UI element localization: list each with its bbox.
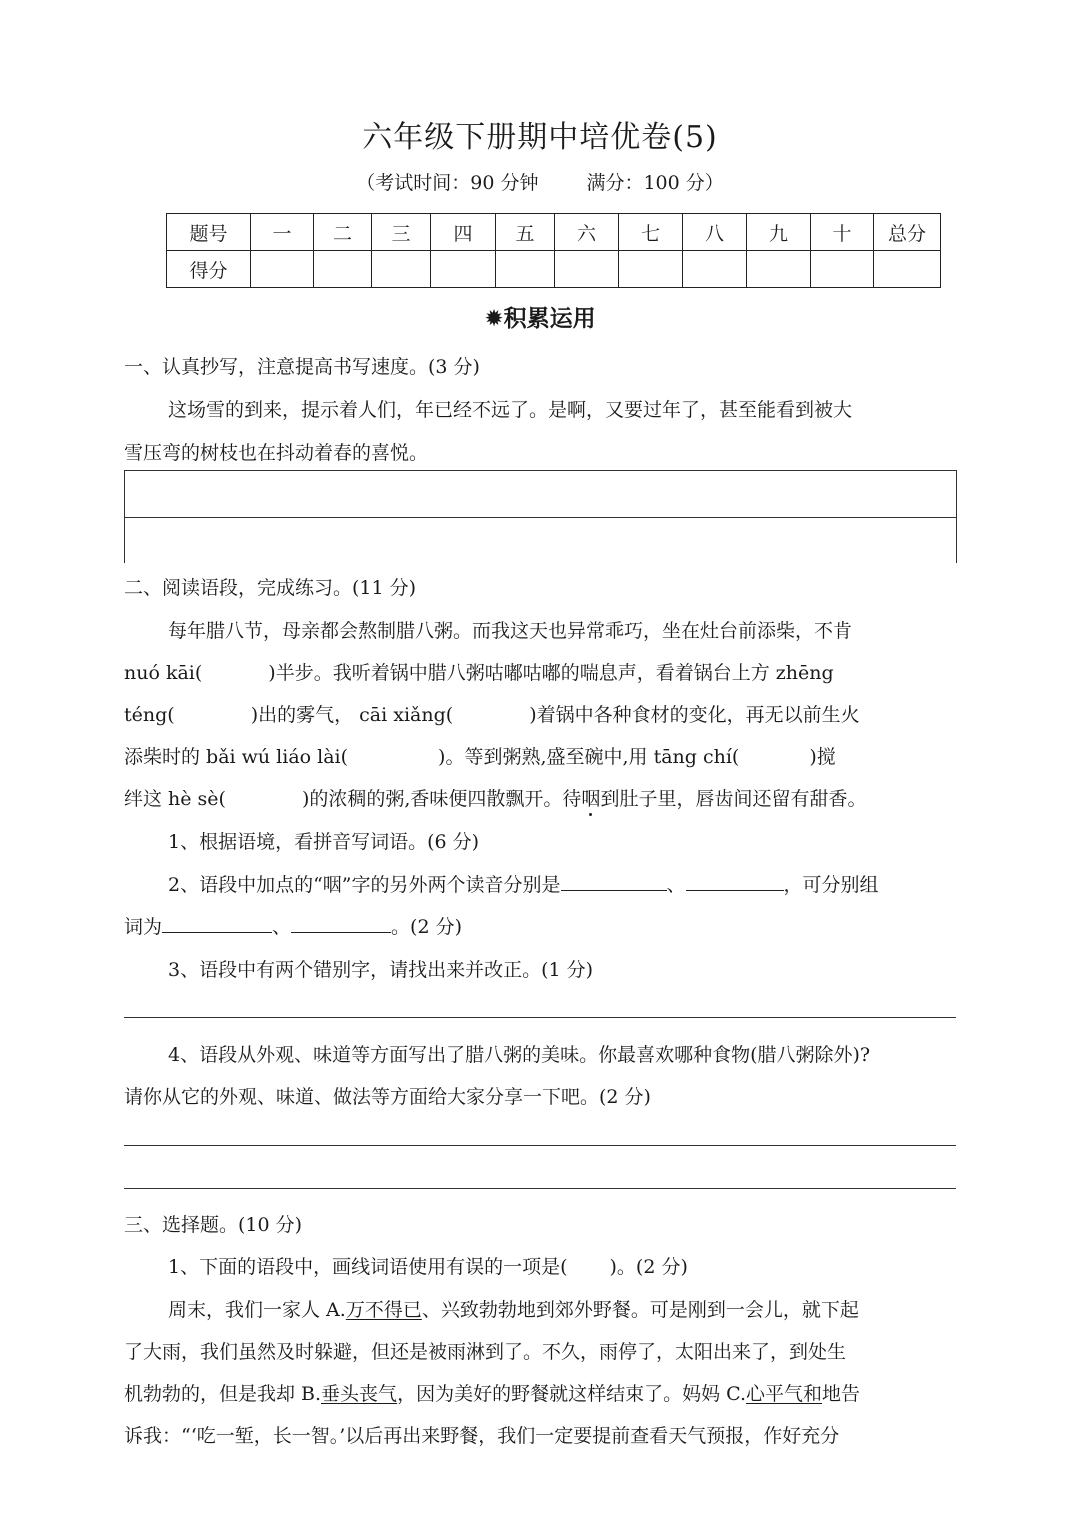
q2-sub2-cont bbox=[124, 912, 462, 939]
answer-blank[interactable] bbox=[291, 914, 391, 933]
q3-passage-line bbox=[124, 1379, 860, 1406]
dotted-character: 咽 bbox=[581, 788, 601, 810]
passage-text: )。等到粥熟,盛至碗中,用 tāng chí( bbox=[438, 746, 740, 768]
table-cell: 十 bbox=[811, 214, 874, 251]
passage-text: )半步。我听着锅中腊八粥咕嘟咕嘟的喘息声，看着锅台上方 zhēng bbox=[268, 662, 834, 684]
passage-line bbox=[124, 700, 860, 727]
underlined-phrase: 心平气和 bbox=[746, 1383, 823, 1405]
passage-text: 周末，我们一家人 A. bbox=[168, 1299, 346, 1321]
passage-line bbox=[124, 658, 834, 685]
star-icon: ✹ bbox=[484, 306, 504, 332]
table-cell: 一 bbox=[251, 214, 314, 251]
score-cell[interactable] bbox=[496, 251, 555, 288]
score-cell[interactable] bbox=[874, 251, 941, 288]
pinyin-text: 添柴时的 bǎi wú liáo lài( bbox=[124, 746, 349, 768]
passage-line bbox=[124, 742, 836, 769]
score-cell[interactable] bbox=[619, 251, 683, 288]
score-table-header-row bbox=[167, 214, 941, 251]
underlined-phrase: 垂头丧气 bbox=[321, 1383, 398, 1405]
score-cell[interactable] bbox=[431, 251, 496, 288]
table-cell: 九 bbox=[747, 214, 811, 251]
answer-line[interactable] bbox=[124, 1017, 956, 1018]
q2-sub4-cont: 请你从它的外观、味道、做法等方面给大家分享一下吧。(2 分) bbox=[124, 1086, 651, 1108]
answer-blank[interactable] bbox=[686, 872, 784, 891]
table-cell: 题号 bbox=[167, 214, 251, 251]
sub-text: 、 bbox=[272, 916, 292, 938]
exam-time: （考试时间：90 分钟 bbox=[356, 172, 539, 194]
q3-sub1 bbox=[168, 1252, 688, 1279]
q3-passage-line bbox=[168, 1295, 859, 1322]
score-cell[interactable] bbox=[747, 251, 811, 288]
full-score: 满分：100 分） bbox=[586, 172, 724, 194]
sub-text: )。(2 分) bbox=[609, 1256, 688, 1278]
score-cell[interactable] bbox=[683, 251, 747, 288]
answer-blank[interactable] bbox=[561, 872, 667, 891]
score-cell[interactable] bbox=[811, 251, 874, 288]
pinyin-text: téng( bbox=[124, 704, 175, 726]
section-title: 积累运用 bbox=[503, 306, 596, 332]
q2-sub4: 4、语段从外观、味道等方面写出了腊八粥的美味。你最喜欢哪种食物(腊八粥除外)? bbox=[168, 1044, 871, 1066]
q3-passage-line: 诉我：“‘吃一堑，长一智。’以后再出来野餐，我们一定要提前查看天气预报，作好充分 bbox=[124, 1425, 840, 1447]
score-cell[interactable] bbox=[251, 251, 314, 288]
q2-heading: 二、阅读语段，完成练习。(11 分) bbox=[124, 577, 417, 599]
q2-sub2 bbox=[168, 870, 879, 897]
q3-passage-line: 了大雨，我们虽然及时躲避，但还是被雨淋到了。不久，雨停了，太阳出来了，到处生 bbox=[124, 1341, 847, 1363]
table-cell: 三 bbox=[372, 214, 431, 251]
exam-info bbox=[0, 168, 1080, 195]
pinyin-text: nuó kāi( bbox=[124, 662, 203, 684]
score-cell[interactable] bbox=[555, 251, 619, 288]
passage-text: )出的雾气， cāi xiǎng( bbox=[250, 704, 454, 726]
passage-text: 到肚子里，唇齿间还留有甜香。 bbox=[600, 788, 867, 810]
passage-text: ，因为美好的野餐就这样结束了。妈妈 C. bbox=[397, 1383, 747, 1405]
passage-text: )的浓稠的粥,香味便四散飘开。待 bbox=[301, 788, 582, 810]
answer-line[interactable] bbox=[124, 1145, 956, 1146]
q3-heading: 三、选择题。(10 分) bbox=[124, 1214, 303, 1236]
sub-text: ，可分别组 bbox=[783, 874, 879, 896]
passage-line bbox=[124, 784, 866, 811]
answer-line[interactable] bbox=[124, 1188, 956, 1189]
score-table bbox=[166, 213, 941, 288]
table-cell: 得分 bbox=[167, 251, 251, 288]
passage-text: 机勃勃的，但是我却 B. bbox=[124, 1383, 322, 1405]
section-heading bbox=[0, 300, 1080, 333]
passage-line: 每年腊八节，母亲都会熬制腊八粥。而我这天也异常乖巧，坐在灶台前添柴，不肯 bbox=[168, 620, 853, 642]
score-cell[interactable] bbox=[372, 251, 431, 288]
passage-text: 地告 bbox=[822, 1383, 861, 1405]
q2-sub1: 1、根据语境，看拼音写词语。(6 分) bbox=[168, 831, 480, 853]
table-cell: 四 bbox=[431, 214, 496, 251]
passage-text: )搅 bbox=[809, 746, 836, 768]
passage-text: )着锅中各种食材的变化，再无以前生火 bbox=[529, 704, 860, 726]
q1-text-line: 这场雪的到来，提示着人们，年已经不远了。是啊，又要过年了，甚至能看到被大 bbox=[168, 399, 853, 421]
passage-text: 、兴致勃勃地到郊外野餐。可是刚到一会儿，就下起 bbox=[421, 1299, 859, 1321]
sub-text: 词为 bbox=[124, 916, 163, 938]
underlined-phrase: 万不得已 bbox=[345, 1299, 422, 1321]
score-table-score-row bbox=[167, 251, 941, 288]
pinyin-text: 绊这 hè sè( bbox=[124, 788, 226, 810]
table-cell: 八 bbox=[683, 214, 747, 251]
table-cell: 五 bbox=[496, 214, 555, 251]
table-cell: 二 bbox=[314, 214, 372, 251]
table-cell: 六 bbox=[555, 214, 619, 251]
sub-text: 2、语段中加点的“咽”字的另外两个读音分别是 bbox=[168, 874, 561, 896]
page-title: 六年级下册期中培优卷(5) bbox=[362, 120, 718, 155]
score-cell[interactable] bbox=[314, 251, 372, 288]
sub-text: 、 bbox=[666, 874, 686, 896]
q2-sub3: 3、语段中有两个错别字，请找出来并改正。(1 分) bbox=[168, 959, 594, 981]
sub-text: 。(2 分) bbox=[391, 916, 462, 938]
q1-text-line: 雪压弯的树枝也在抖动着春的喜悦。 bbox=[124, 442, 429, 464]
q1-heading: 一、认真抄写，注意提高书写速度。(3 分) bbox=[124, 356, 480, 378]
answer-blank[interactable] bbox=[162, 914, 272, 933]
copy-writing-box[interactable] bbox=[124, 470, 957, 563]
table-cell: 总分 bbox=[874, 214, 941, 251]
sub-text: 1、下面的语段中，画线词语使用有误的一项是( bbox=[168, 1256, 568, 1278]
table-cell: 七 bbox=[619, 214, 683, 251]
